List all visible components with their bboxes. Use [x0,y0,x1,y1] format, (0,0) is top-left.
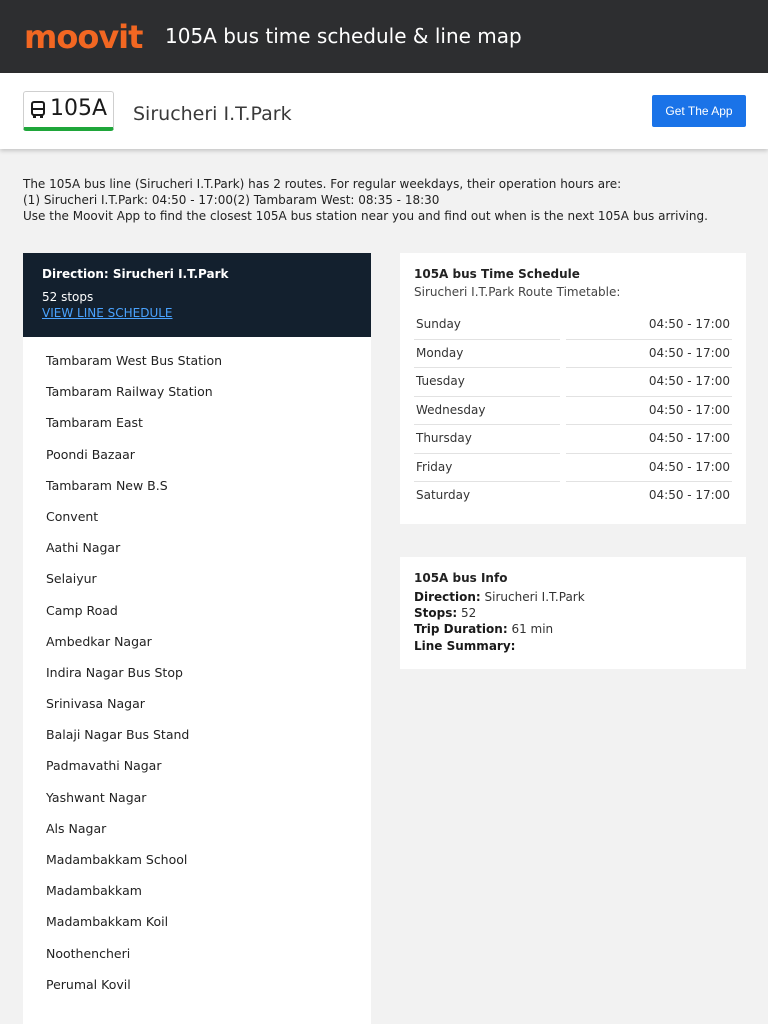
stop-item[interactable]: Camp Road [46,602,118,618]
info-direction-label: Direction: [414,590,481,604]
view-line-schedule-link[interactable]: VIEW LINE SCHEDULE [42,306,173,320]
schedule-hours: 04:50 - 17:00 [648,488,730,502]
schedule-row [414,482,732,511]
info-duration-value: 61 min [511,622,554,636]
stop-item[interactable]: Indira Nagar Bus Stop [46,664,183,680]
stop-item[interactable]: Madambakkam [46,883,142,899]
stop-item[interactable]: Tambaram West Bus Station [46,353,223,368]
schedule-title: 105A bus Time Schedule [414,267,580,281]
moovit-logo[interactable]: moovit [24,18,143,56]
stops-panel [23,253,371,1024]
info-stops-value: 52 [460,606,477,620]
stop-item[interactable]: Poondi Bazaar [46,446,135,462]
schedule-day: Wednesday [416,402,486,417]
schedule-subtitle: Sirucheri I.T.Park Route Timetable: [414,285,621,299]
stop-item[interactable]: Aathi Nagar [46,540,121,556]
schedule-hours: 04:50 - 17:00 [648,459,730,474]
bus-icon [30,101,46,119]
line-header [0,73,768,149]
top-bar [0,0,768,73]
schedule-hours: 04:50 - 17:00 [648,374,730,388]
intro-line-2: (1) Sirucheri I.T.Park: 04:50 - 17:00(2) Tambaram West: 08:35 - 18:30 [23,193,440,207]
stop-item[interactable]: Madambakkam School [46,852,188,867]
stop-item[interactable]: Selaiyur [46,571,97,587]
schedule-hours: 04:50 - 17:00 [648,402,730,417]
stop-item[interactable]: Noothencheri [46,945,131,961]
line-name: Sirucheri I.T.Park [133,103,292,125]
schedule-day: Monday [416,345,464,360]
schedule-day: Thursday [416,431,472,445]
schedule-hours: 04:50 - 17:00 [648,317,730,331]
bus-info-panel [400,557,746,669]
info-summary-label: Line Summary: [414,639,516,653]
stop-item[interactable]: Yashwant Nagar [46,789,147,805]
info-stops-label: Stops: [414,606,458,620]
info-duration-label: Trip Duration: [414,622,508,636]
line-code: 105A [50,96,108,121]
stop-item[interactable]: Srinivasa Nagar [46,696,145,712]
schedule-row [414,425,732,454]
stop-item[interactable]: Tambaram East [46,415,143,431]
schedule-day: Tuesday [416,374,465,388]
schedule-row [414,340,732,369]
stop-item[interactable]: Madambakkam Koil [46,914,169,930]
line-badge [23,91,114,131]
schedule-hours: 04:50 - 17:00 [648,431,730,445]
stop-item[interactable]: Als Nagar [46,820,107,836]
schedule-day: Friday [416,459,453,474]
page-title: 105A bus time schedule & line map [165,24,522,48]
get-the-app-button[interactable]: Get The App [652,95,746,127]
time-schedule-panel [400,253,746,524]
stop-count: 52 stops [42,290,94,304]
schedule-row [414,311,732,340]
schedule-day: Saturday [416,488,471,502]
stop-item[interactable]: Tambaram New B.S [46,477,168,493]
direction-label: Direction: Sirucheri I.T.Park [42,267,229,281]
stop-item[interactable]: Tambaram Railway Station [46,384,213,400]
intro-line-3: Use the Moovit App to find the closest 105A bus station near you and find out when is the next 105A bus arriving. [23,209,708,223]
stop-item[interactable]: Perumal Kovil [46,976,131,992]
stop-item[interactable]: Padmavathi Nagar [46,758,162,774]
schedule-day: Sunday [416,317,461,331]
schedule-table [414,311,732,511]
stop-item[interactable]: Convent [46,508,99,524]
schedule-row [414,397,732,426]
intro-text [23,176,753,224]
schedule-row [414,454,732,483]
schedule-row [414,368,732,397]
info-title: 105A bus Info [414,571,508,585]
info-duration [414,622,553,636]
stop-item[interactable]: Ambedkar Nagar [46,633,152,649]
info-direction [414,590,585,604]
info-summary [414,639,515,653]
intro-line-1: The 105A bus line (Sirucheri I.T.Park) has 2 routes. For regular weekdays, their operation hours are: [23,177,622,191]
info-stops [414,606,476,620]
info-direction-value: Sirucheri I.T.Park [484,590,585,604]
direction-header [23,253,371,337]
schedule-hours: 04:50 - 17:00 [648,345,730,360]
stop-list [46,352,356,1007]
stop-item[interactable]: Balaji Nagar Bus Stand [46,727,190,743]
